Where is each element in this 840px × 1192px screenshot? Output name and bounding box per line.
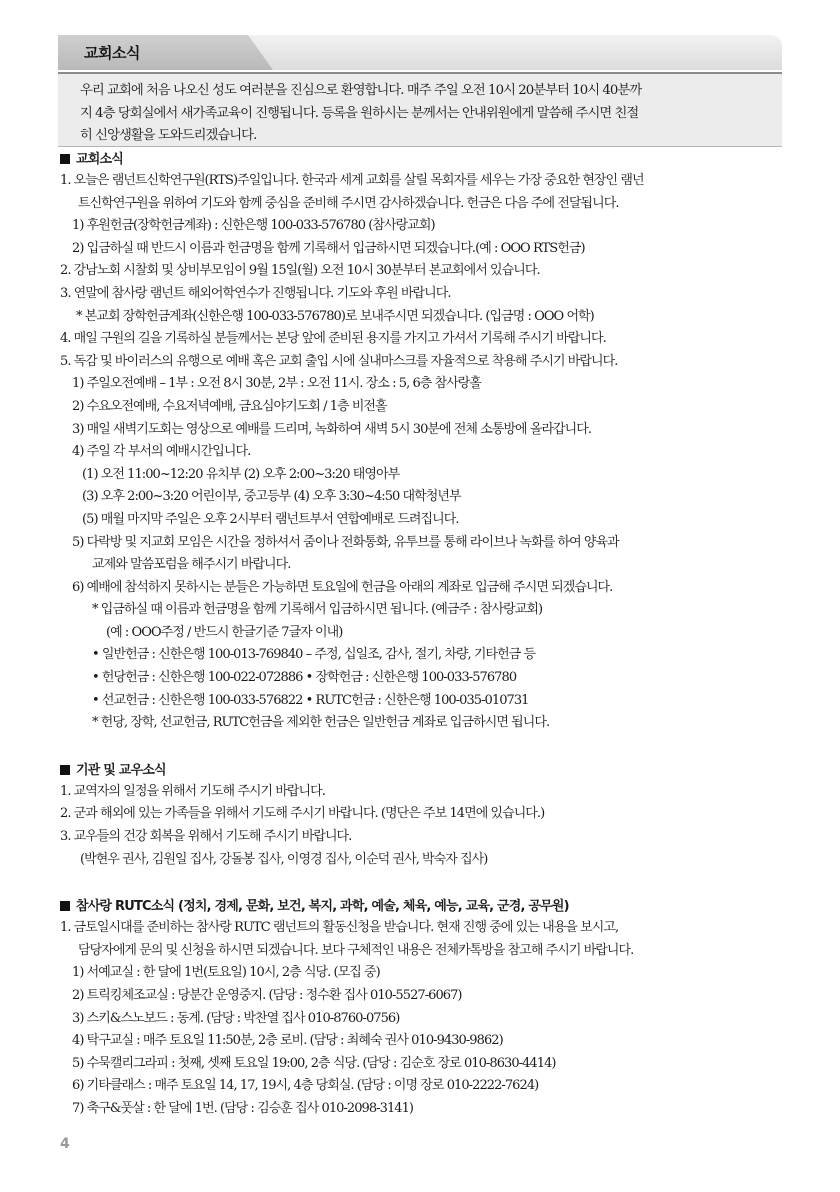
news-item: 2) 수요오전예배, 수요저녁예배, 금요심야기도회 / 1층 비전홀	[72, 398, 387, 414]
rutc-news-section	[60, 896, 796, 1120]
banner-title: 교회소식	[84, 44, 140, 62]
news-item: • 선교헌금 : 신한은행 100-033-576822 • RUTC헌금 : 신한은행 100-035-010731	[92, 692, 529, 708]
church-news-heading: 교회소식	[60, 149, 796, 170]
news-item: 1) 후원헌금(장학헌금계좌) : 신한은행 100-033-576780 (참사랑교회)	[72, 218, 435, 234]
news-item: * 헌당, 장학, 선교헌금, RUTC헌금을 제외한 헌금은 일반헌금 계좌로 입금하시면 됩니다.	[92, 715, 550, 731]
welcome-text: 우리 교회에 처음 나오신 성도 여러분을 진심으로 환영합니다. 매주 주일 오전 10시 20분부터 10시 40분까 지 4층 당회실에서 새가족교육이 진행됩니다. 등록을 원하시는 분께서는 안내위원에게 말씀해 주시면 친절 히 신앙생활을 도와드리겠습니다.	[80, 83, 642, 143]
news-item: 2. 군과 해외에 있는 가족들을 위해서 기도해 주시기 바랍니다. (명단은 주보 14면에 있습니다.)	[60, 806, 545, 822]
news-item: (5) 매월 마지막 주일은 오후 2시부터 램넌트부서 연합예배로 드려집니다.	[82, 511, 459, 527]
news-item: 4. 매일 구원의 길을 기록하실 분들께서는 본당 앞에 준비된 용지를 가지고 가셔서 기록해 주시기 바랍니다.	[60, 331, 606, 347]
member-news-section	[60, 760, 796, 871]
news-item: 4) 주일 각 부서의 예배시간입니다.	[72, 444, 251, 460]
news-item: 7) 축구&풋살 : 한 달에 1번. (담당 : 김승훈 집사 010-2098-3141)	[72, 1100, 414, 1116]
news-item: 담당자에게 문의 및 신청을 하시면 되겠습니다. 보다 구체적인 내용은 전체카톡방을 참고해 주시기 바랍니다.	[78, 942, 634, 958]
news-item: 2) 트릭킹체조교실 : 당분간 운영중지. (담당 : 정수환 집사 010-5527-6067)	[72, 988, 462, 1003]
news-item: (박현우 권사, 김원일 집사, 강돌봉 집사, 이영경 집사, 이순덕 권사, 박숙자 집사)	[80, 851, 488, 867]
square-bullet-icon	[60, 154, 70, 164]
news-item: 6) 예배에 참석하지 못하시는 분들은 가능하면 토요일에 헌금을 아래의 계좌로 입금해 주시면 되겠습니다.	[72, 579, 613, 595]
square-bullet-icon	[60, 765, 70, 775]
square-bullet-icon	[60, 901, 70, 911]
news-item: 4) 탁구교실 : 매주 토요일 11:50분, 2층 로비. (담당 : 최혜숙 권사 010-9430-9862)	[72, 1033, 503, 1049]
banner-background	[58, 33, 784, 70]
member-news-heading: 기관 및 교우소식	[60, 760, 796, 781]
news-item: 1. 교역자의 일정을 위해서 기도해 주시기 바랍니다.	[60, 783, 325, 799]
news-item: 2) 입금하실 때 반드시 이름과 헌금명을 함께 기록해서 입금하시면 되겠습니다.(예 : OOO RTS헌금)	[72, 240, 585, 256]
news-item: 1. 금토일시대를 준비하는 참사랑 RUTC 램넌트의 활동신청을 받습니다. 현재 진행 중에 있는 내용을 보시고,	[60, 920, 619, 936]
news-item: 3) 스키&스노보드 : 동계. (담당 : 박찬열 집사 010-8760-0756)	[72, 1010, 400, 1026]
news-item: • 헌당헌금 : 신한은행 100-022-072886 • 장학헌금 : 신한은행 100-033-576780	[92, 670, 517, 686]
bulletin-content	[60, 146, 796, 1121]
news-item: • 일반헌금 : 신한은행 100-013-769840 – 주정, 십일조, 감사, 절기, 차량, 기타헌금 등	[92, 647, 536, 663]
news-item: * 본교회 장학헌금계좌(신한은행 100-033-576780)로 보내주시면 되겠습니다. (입금명 : OOO 어학)	[76, 308, 594, 324]
welcome-box	[58, 72, 782, 147]
news-item: 3) 매일 새벽기도회는 영상으로 예배를 드리며, 녹화하여 새벽 5시 30분에 전체 소통방에 올라갑니다.	[72, 421, 592, 437]
news-item: 교제와 말씀포럼을 해주시기 바랍니다.	[92, 557, 291, 573]
page-number: 4	[60, 1136, 70, 1152]
news-item: * 입금하실 때 이름과 헌금명을 함께 기록해서 입금하시면 됩니다. (예금주 : 참사랑교회)	[92, 602, 543, 618]
news-item: 트신학연구원을 위하여 기도와 함께 중심을 준비해 주시면 감사하겠습니다. 헌금은 다음 주에 전달됩니다.	[78, 195, 619, 211]
news-item: 5) 수묵캘리그라피 : 첫째, 셋째 토요일 19:00, 2층 식당. (담당 : 김순호 장로 010-8630-4414)	[72, 1055, 556, 1071]
section-banner	[58, 33, 784, 70]
church-news-section	[60, 149, 796, 735]
news-item: (예 : OOO주정 / 반드시 한글기준 7글자 이내)	[106, 624, 343, 640]
news-item: 1. 오늘은 램넌트신학연구원(RTS)주일입니다. 한국과 세계 교회를 살릴 목회자를 세우는 가장 중요한 현장인 램넌	[60, 173, 644, 188]
news-item: 6) 기타클래스 : 매주 토요일 14, 17, 19시, 4층 당회실. (담당 : 이명 장로 010-2222-7624)	[72, 1078, 539, 1094]
news-item: 3. 교우들의 건강 회복을 위해서 기도해 주시기 바랍니다.	[60, 829, 352, 845]
news-item: 3. 연말에 참사랑 램넌트 해외어학연수가 진행됩니다. 기도와 후원 바랍니다.	[60, 285, 451, 301]
rutc-news-heading: 참사랑 RUTC소식 (정치, 경제, 문화, 보건, 복지, 과학, 예술, 체육, 예능, 교육, 군경, 공무원)	[60, 896, 796, 917]
news-item: 5) 다락방 및 지교회 모임은 시간을 정하셔서 줌이나 전화통화, 유투브를 통해 라이브나 녹화를 하여 양육과	[72, 534, 619, 550]
news-item: 1) 서예교실 : 한 달에 1번(토요일) 10시, 2층 식당. (모집 중)	[72, 965, 380, 981]
news-item: 2. 강남노회 시찰회 및 상비부모임이 9월 15일(월) 오전 10시 30분부터 본교회에서 있습니다.	[60, 263, 540, 279]
news-item: (3) 오후 2:00~3:20 어린이부, 중고등부 (4) 오후 3:30~4:50 대학청년부	[82, 489, 461, 505]
news-item: (1) 오전 11:00~12:20 유치부 (2) 오후 2:00~3:20 태영아부	[82, 466, 400, 482]
news-item: 5. 독감 및 바이러스의 유행으로 예배 혹은 교회 출입 시에 실내마스크를 자율적으로 착용해 주시기 바랍니다.	[60, 353, 618, 369]
news-item: 1) 주일오전예배 – 1부 : 오전 8시 30분, 2부 : 오전 11시. 장소 : 5, 6층 참사랑홀	[72, 376, 482, 392]
